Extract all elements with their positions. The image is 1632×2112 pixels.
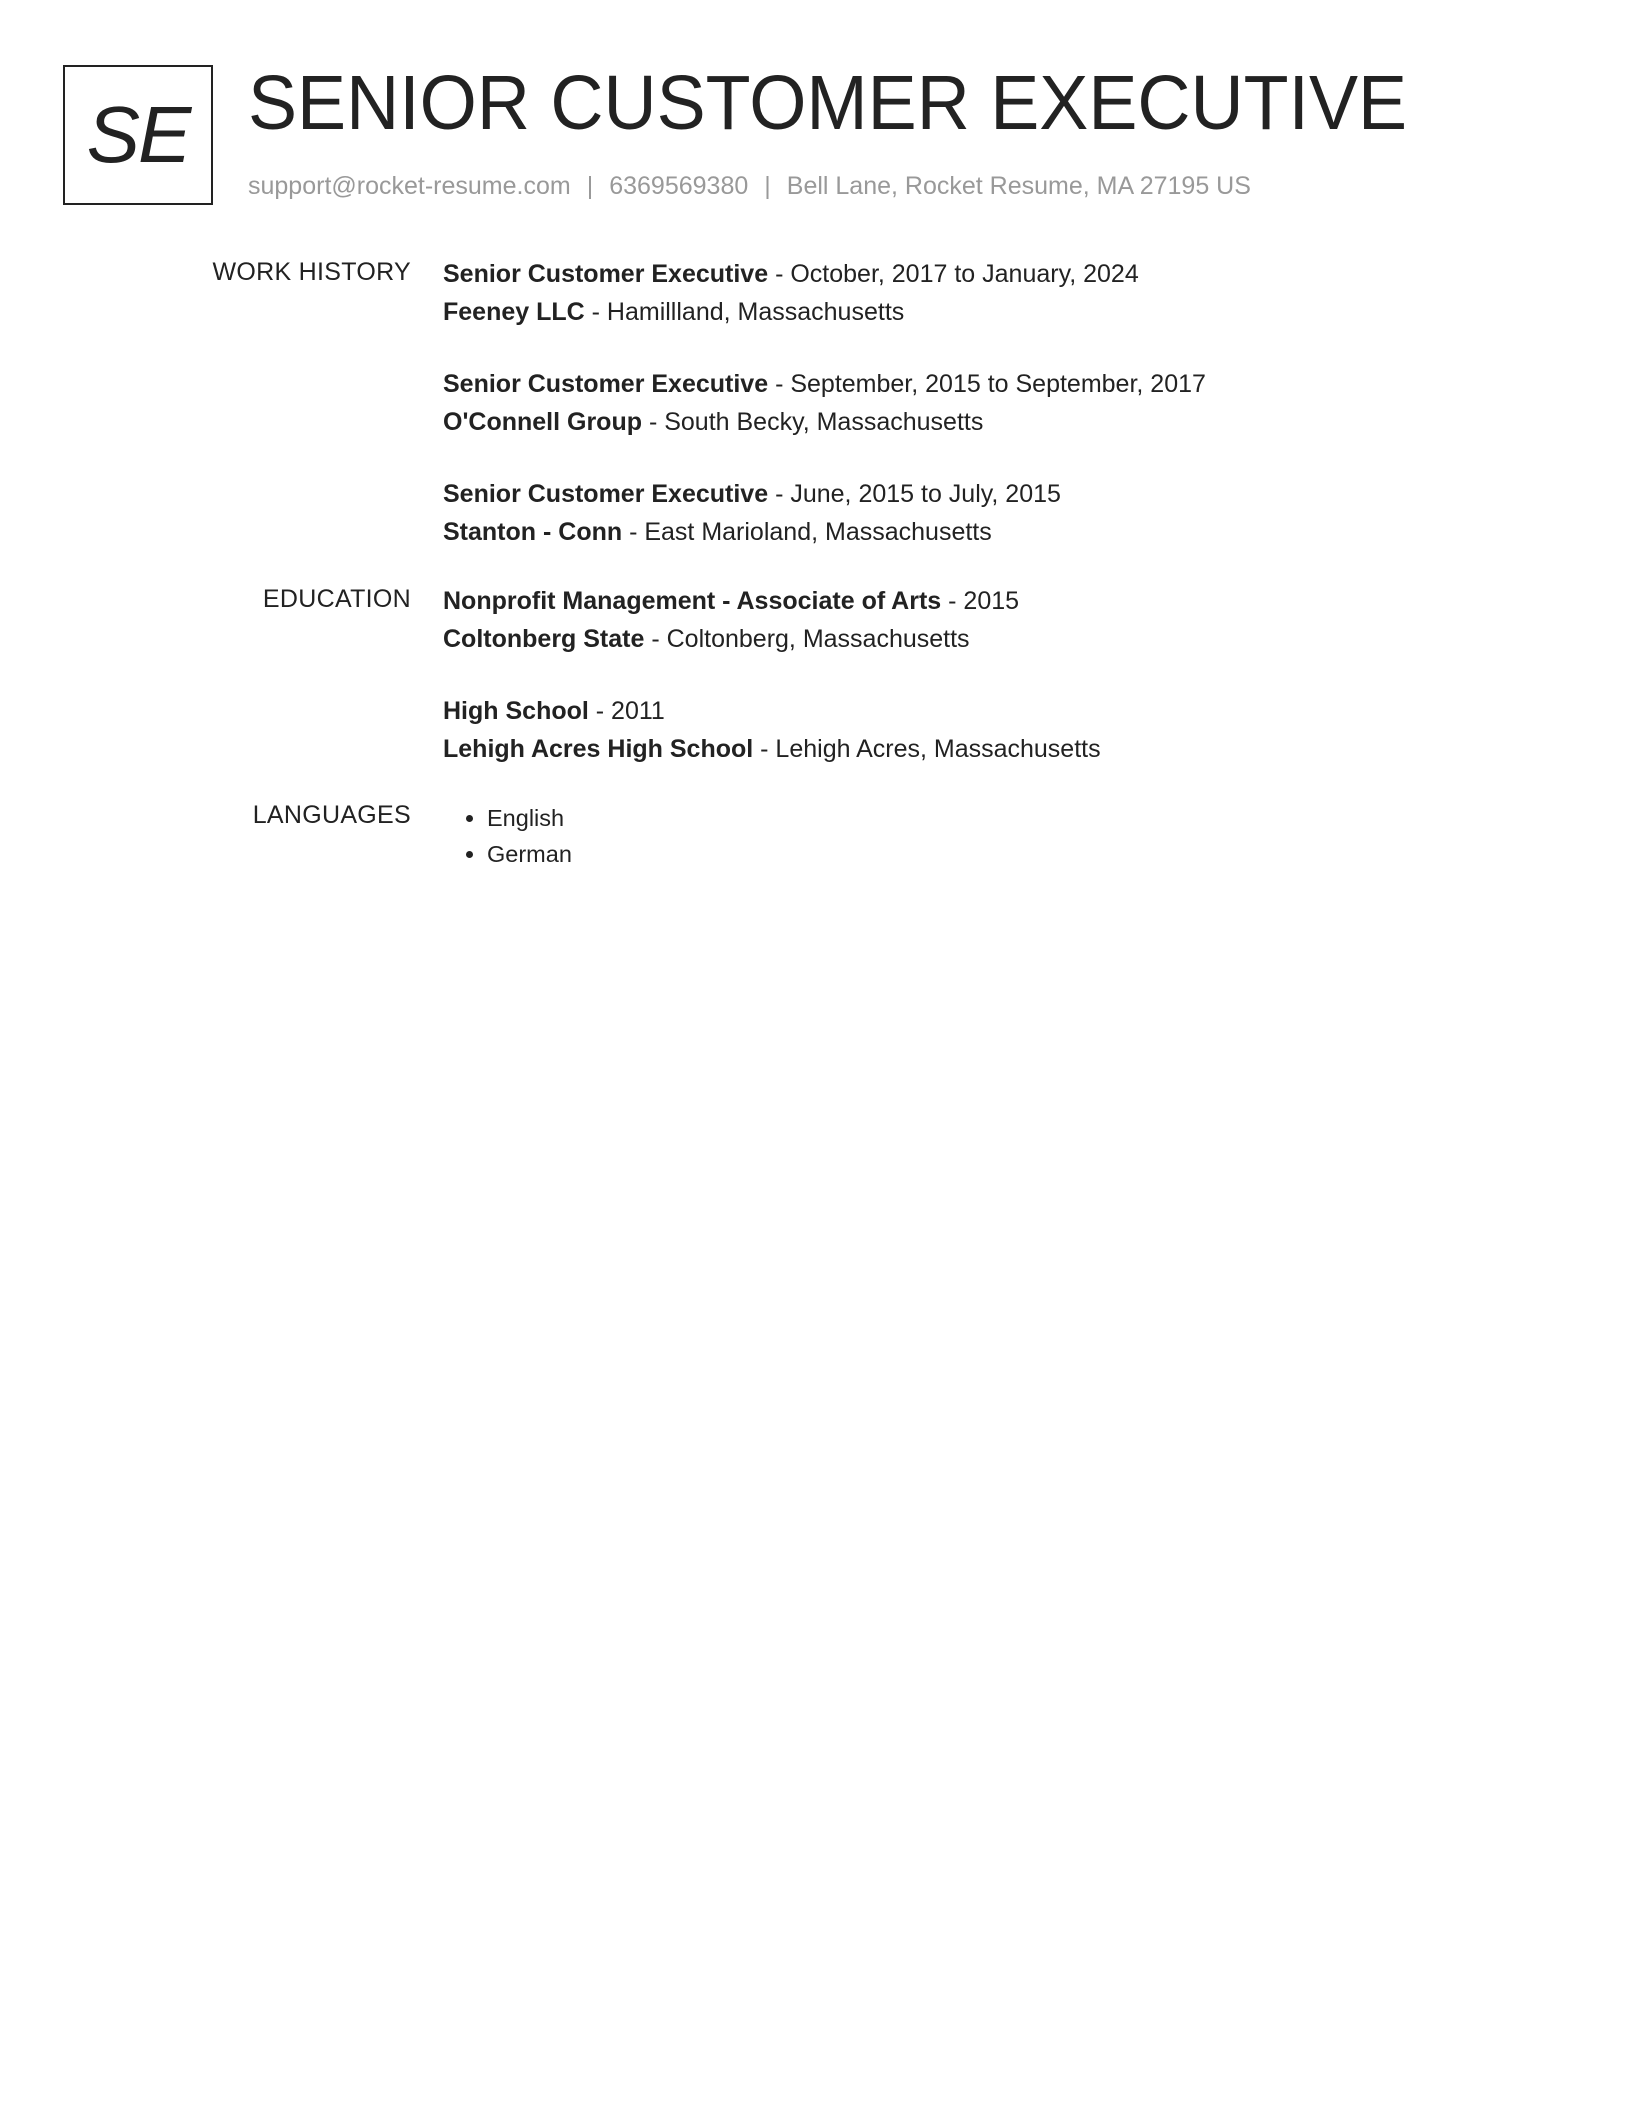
school-name: Lehigh Acres High School <box>443 735 754 763</box>
job-dates: - September, 2015 to September, 2017 <box>768 370 1206 398</box>
work-entry-title-line <box>443 255 1543 293</box>
work-entry <box>443 475 1543 551</box>
company-location: - South Becky, Massachusetts <box>642 408 984 436</box>
languages-list <box>443 800 1543 872</box>
contact-line <box>248 172 1251 201</box>
language-item: • English <box>487 800 1543 836</box>
contact-address: Bell Lane, Rocket Resume, MA 27195 US <box>786 172 1251 200</box>
work-history-list <box>443 255 1543 585</box>
degree-year: - 2011 <box>588 697 665 725</box>
work-entry-company-line <box>443 403 1543 441</box>
page-title: SENIOR CUSTOMER EXECUTIVE <box>248 60 1408 146</box>
job-role: Senior Customer Executive <box>443 480 769 508</box>
contact-email: support@rocket-resume.com <box>248 172 571 200</box>
work-entry-title-line <box>443 365 1543 403</box>
work-entry-company-line <box>443 513 1543 551</box>
language-item: • German <box>487 836 1543 872</box>
company-location: - East Marioland, Massachusetts <box>622 518 992 546</box>
education-school-line <box>443 730 1543 768</box>
section-label-languages: LANGUAGES <box>252 801 411 829</box>
job-dates: - October, 2017 to January, 2024 <box>768 260 1139 288</box>
work-entry-company-line <box>443 293 1543 331</box>
company-name: O'Connell Group <box>443 408 642 436</box>
resume-header <box>63 60 1563 210</box>
education-degree-line <box>443 692 1543 730</box>
job-dates: - June, 2015 to July, 2015 <box>768 480 1061 508</box>
job-role: Senior Customer Executive <box>443 260 769 288</box>
work-entry-title-line <box>443 475 1543 513</box>
degree-name: Nonprofit Management - Associate of Arts <box>443 587 942 615</box>
education-entry <box>443 582 1543 658</box>
school-name: Coltonberg State <box>443 625 645 653</box>
education-degree-line <box>443 582 1543 620</box>
education-list <box>443 582 1543 802</box>
section-label-education: EDUCATION <box>262 585 411 613</box>
degree-year: - 2015 <box>941 587 1020 615</box>
section-label-work-history: WORK HISTORY <box>212 258 411 286</box>
school-location: - Coltonberg, Massachusetts <box>644 625 970 653</box>
monogram-logo: SE <box>63 65 213 205</box>
languages-container <box>443 800 1543 872</box>
school-location: - Lehigh Acres, Massachusetts <box>753 735 1101 763</box>
job-role: Senior Customer Executive <box>443 370 769 398</box>
work-entry <box>443 365 1543 441</box>
company-name: Feeney LLC <box>443 298 585 326</box>
education-entry <box>443 692 1543 768</box>
company-name: Stanton - Conn <box>443 518 623 546</box>
contact-separator: | <box>764 172 771 200</box>
company-location: - Hamillland, Massachusetts <box>584 298 905 326</box>
education-school-line <box>443 620 1543 658</box>
contact-separator: | <box>586 172 594 200</box>
degree-name: High School <box>443 697 589 725</box>
work-entry <box>443 255 1543 331</box>
contact-phone: 6369569380 <box>609 172 749 200</box>
